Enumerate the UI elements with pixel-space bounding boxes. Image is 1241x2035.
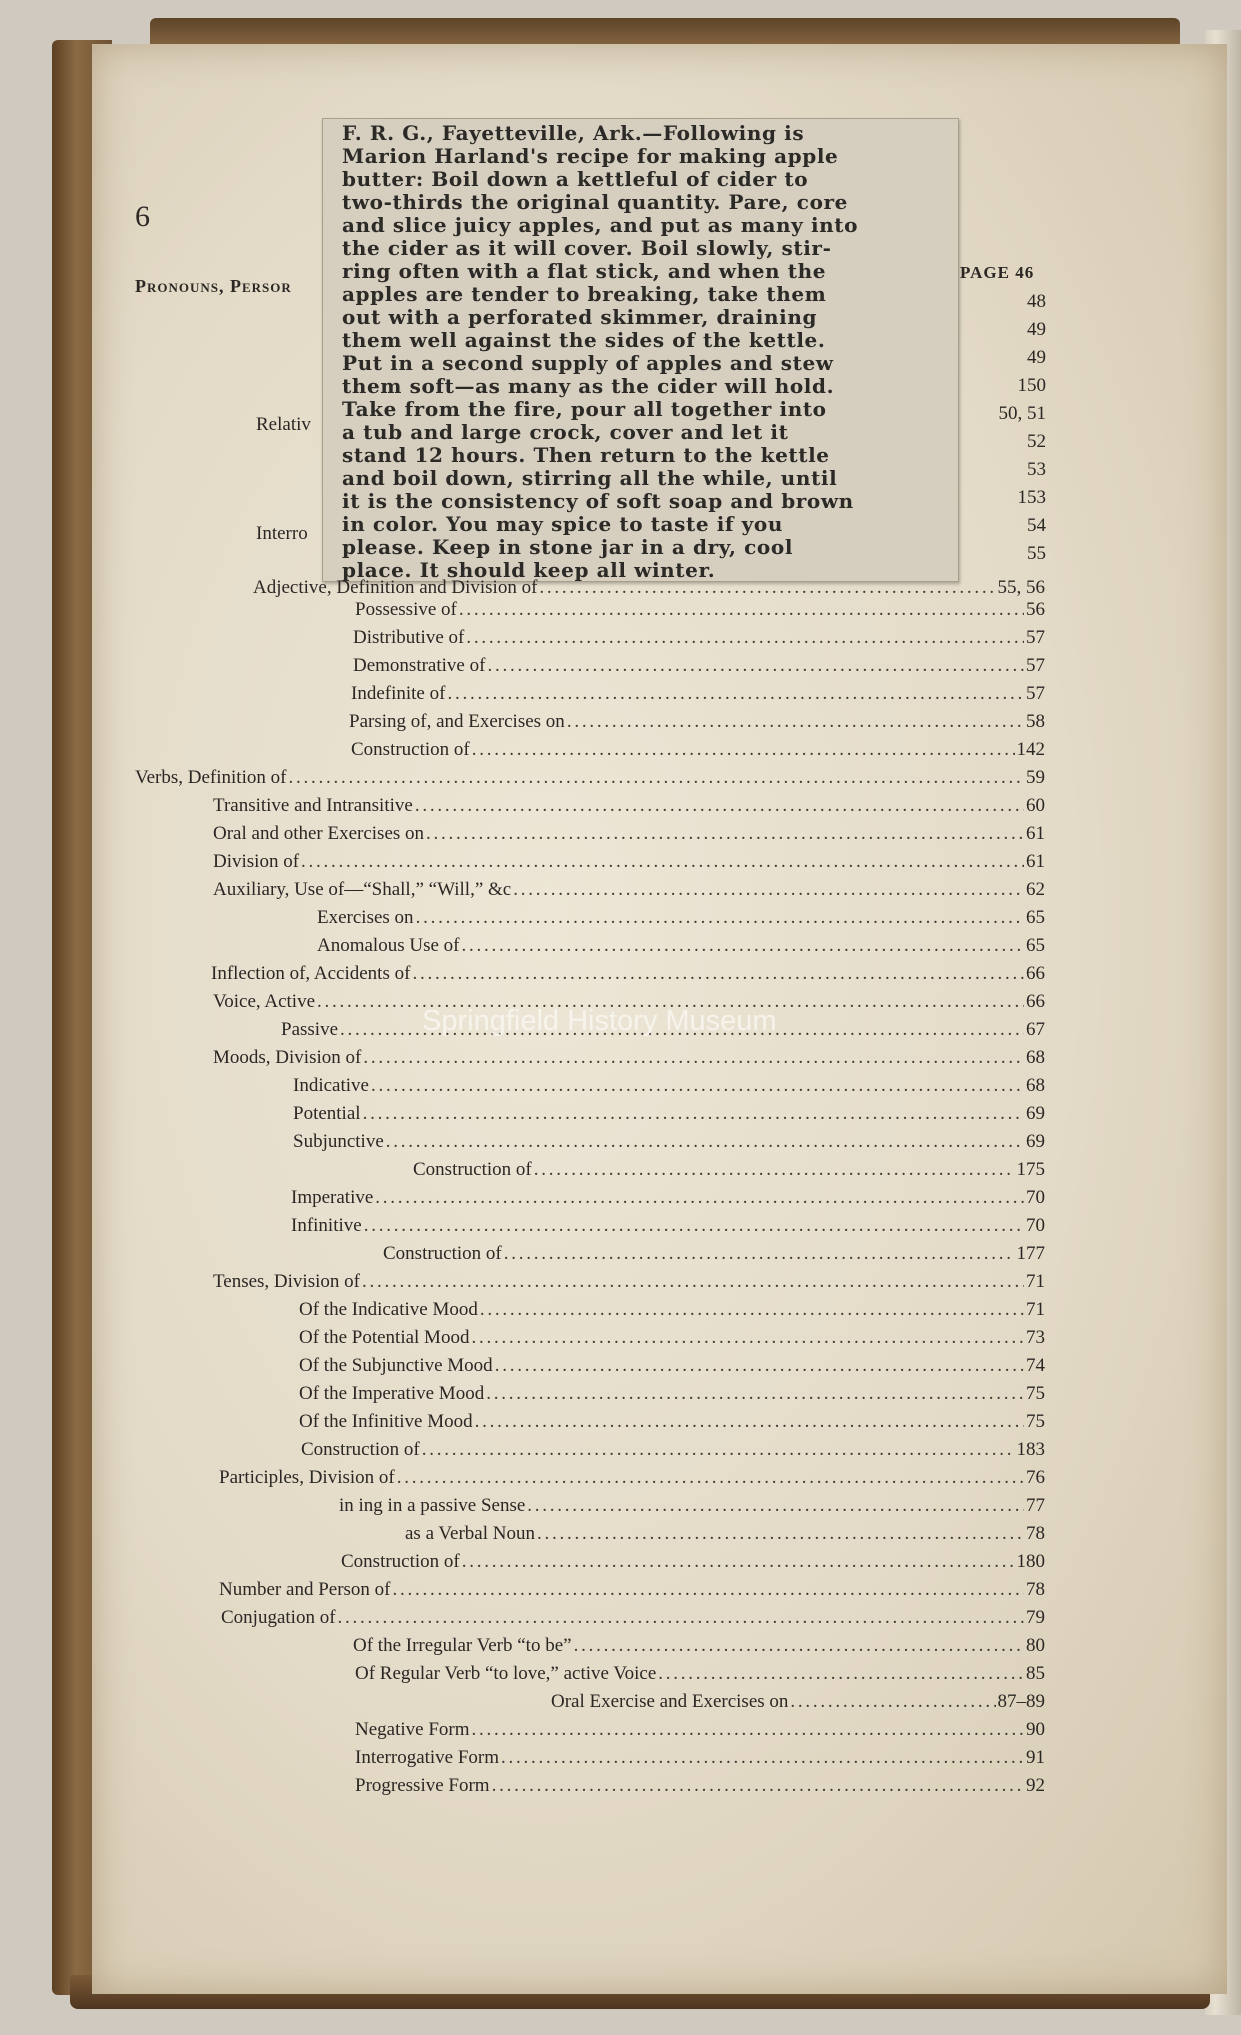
toc-leader-dots	[301, 849, 1024, 875]
page-number: 6	[135, 200, 150, 233]
toc-entry-label: Of the Potential Mood	[299, 1327, 470, 1348]
toc-entry-page: 58	[1026, 711, 1045, 732]
watermark: Springfield History Museum	[422, 1005, 777, 1037]
clipping-line: in color. You may spice to taste if you	[342, 512, 783, 536]
toc-entry-page: 70	[1026, 1215, 1045, 1236]
toc-entry-page: 90	[1026, 1719, 1045, 1740]
toc-leader-dots	[386, 1129, 1024, 1155]
toc-entry-page: 65	[1026, 935, 1045, 956]
toc-entry-page: 91	[1026, 1747, 1045, 1768]
toc-leader-dots	[371, 1073, 1024, 1099]
toc-entry-label: Potential	[293, 1103, 361, 1124]
clipping-line: apples are tender to breaking, take them	[342, 282, 827, 306]
toc-entry	[293, 1101, 1045, 1127]
toc-entry-page: 87–89	[997, 1691, 1045, 1712]
toc-entry-label: Negative Form	[355, 1719, 470, 1740]
toc-entry-label: Infinitive	[291, 1215, 362, 1236]
toc-leader-dots	[790, 1689, 995, 1715]
clipping-line: please. Keep in stone jar in a dry, cool	[342, 535, 794, 559]
toc-leader-dots	[537, 1521, 1024, 1547]
toc-entry-label: Construction of	[413, 1159, 532, 1180]
toc-fragment-relative: Relativ	[256, 414, 311, 435]
toc-entry-page: 66	[1026, 963, 1045, 984]
toc-entry-label: Interrogative Form	[355, 1747, 500, 1768]
toc-entry	[353, 625, 1045, 651]
toc-entry-page: 85	[1026, 1663, 1045, 1684]
toc-leader-dots	[459, 597, 1024, 623]
toc-entry-page: 73	[1026, 1327, 1045, 1348]
toc-entry-label: as a Verbal Noun	[405, 1523, 535, 1544]
toc-leader-dots	[375, 1185, 1024, 1211]
toc-entry-label: Division of	[213, 851, 300, 872]
toc-entry-page: 79	[1026, 1607, 1045, 1628]
toc-right-number: 53	[1027, 459, 1046, 480]
toc-entry-page: 78	[1026, 1523, 1045, 1544]
toc-entry-label: Conjugation of	[221, 1607, 336, 1628]
toc-entry-label: Tenses, Division of	[213, 1271, 360, 1292]
toc-entry	[351, 681, 1045, 707]
toc-entry-page: 68	[1026, 1075, 1045, 1096]
toc-leader-dots	[426, 821, 1024, 847]
toc-entry	[299, 1325, 1045, 1351]
toc-leader-dots	[393, 1577, 1025, 1603]
toc-entry-label: Verbs, Definition of	[135, 767, 287, 788]
toc-entry-page: 183	[1016, 1439, 1045, 1460]
toc-entry-label: Of the Irregular Verb “to be”	[353, 1635, 572, 1656]
toc-entry	[293, 1073, 1045, 1099]
toc-leader-dots	[462, 1549, 1015, 1575]
toc-leader-dots	[574, 1633, 1024, 1659]
toc-entry-label: Oral Exercise and Exercises on	[551, 1691, 789, 1712]
toc-leader-dots	[480, 1297, 1024, 1323]
toc-leader-dots	[492, 1773, 1024, 1799]
toc-entry-page: 59	[1026, 767, 1045, 788]
toc-entry-page: 67	[1026, 1019, 1045, 1040]
toc-leader-dots	[658, 1661, 1024, 1687]
toc-entry-label: Indicative	[293, 1075, 369, 1096]
toc-leader-dots	[534, 1157, 1015, 1183]
toc-leader-dots	[412, 961, 1024, 987]
toc-leader-dots	[527, 1493, 1024, 1519]
toc-entry	[213, 849, 1045, 875]
toc-leader-dots	[513, 877, 1024, 903]
toc-entry-page: 61	[1026, 823, 1045, 844]
toc-entry	[213, 793, 1045, 819]
toc-entry-label: Auxiliary, Use of—“Shall,” “Will,” &c	[213, 879, 512, 900]
toc-leader-dots	[363, 1045, 1024, 1071]
clipping-line: them well against the sides of the kettle.	[342, 328, 826, 352]
toc-entry-label: Imperative	[291, 1187, 374, 1208]
toc-entry-page: 77	[1026, 1495, 1045, 1516]
toc-entry-label: Demonstrative of	[353, 655, 486, 676]
toc-entry-page: 61	[1026, 851, 1045, 872]
toc-entry	[413, 1157, 1045, 1183]
page-column-label: PAGE 46	[960, 263, 1035, 282]
clipping-line: them soft—as many as the cider will hold.	[342, 374, 835, 398]
toc-entry	[301, 1437, 1045, 1463]
toc-entry	[219, 1577, 1045, 1603]
toc-entry-label: Inflection of, Accidents of	[211, 963, 411, 984]
toc-entry	[291, 1213, 1045, 1239]
toc-entry-label: Progressive Form	[355, 1775, 490, 1796]
toc-entry-page: 55, 56	[997, 577, 1045, 598]
toc-leader-dots	[447, 681, 1024, 707]
toc-entry-page: 60	[1026, 795, 1045, 816]
toc-entry-page: 69	[1026, 1103, 1045, 1124]
clipping-line: F. R. G., Fayetteville, Ark.—Following is	[342, 121, 805, 145]
toc-entry-page: 56	[1026, 599, 1045, 620]
toc-entry-label: Subjunctive	[293, 1131, 384, 1152]
toc-entry-page: 75	[1026, 1411, 1045, 1432]
toc-entry-label: Of the Imperative Mood	[299, 1383, 485, 1404]
toc-leader-dots	[364, 1213, 1024, 1239]
toc-entry	[299, 1297, 1045, 1323]
clipping-line: butter: Boil down a kettleful of cider to	[342, 167, 809, 191]
toc-entry-page: 142	[1016, 739, 1045, 760]
toc-entry-label: Construction of	[341, 1551, 460, 1572]
toc-entry-page: 78	[1026, 1579, 1045, 1600]
toc-entry	[299, 1353, 1045, 1379]
toc-entry-label: Parsing of, and Exercises on	[349, 711, 565, 732]
toc-right-number: 48	[1027, 291, 1046, 312]
toc-entry	[551, 1689, 1045, 1715]
toc-entry-label: Of the Indicative Mood	[299, 1299, 478, 1320]
toc-entry	[339, 1493, 1045, 1519]
toc-entry-page: 70	[1026, 1187, 1045, 1208]
toc-entry	[355, 597, 1045, 623]
toc-right-number: 150	[1017, 375, 1046, 396]
clipping-line: Put in a second supply of apples and stew	[342, 351, 834, 375]
toc-entry-label: Adjective, Definition and Division of	[253, 577, 538, 598]
toc-entry-label: Voice, Active	[213, 991, 316, 1012]
clipping-line: Marion Harland's recipe for making apple	[342, 144, 839, 168]
toc-leader-dots	[472, 737, 1015, 763]
toc-leader-dots	[471, 1325, 1024, 1351]
toc-entry	[211, 961, 1045, 987]
toc-entry-page: 76	[1026, 1467, 1045, 1488]
toc-leader-dots	[415, 793, 1024, 819]
toc-leader-dots	[288, 765, 1024, 791]
clipping-line: place. It should keep all winter.	[342, 558, 716, 582]
toc-entry	[291, 1185, 1045, 1211]
toc-entry-label: Transitive and Intransitive	[213, 795, 413, 816]
clipping-line: out with a perforated skimmer, draining	[342, 305, 818, 329]
toc-entry	[355, 1717, 1045, 1743]
toc-entry-page: 75	[1026, 1383, 1045, 1404]
toc-entry-page: 62	[1026, 879, 1045, 900]
toc-entry	[383, 1241, 1045, 1267]
clipping-line: it is the consistency of soft soap and brown	[342, 489, 854, 513]
toc-fragment-pronouns: Pronouns, Persor	[135, 276, 292, 296]
toc-entry-page: 68	[1026, 1047, 1045, 1068]
toc-entry-page: 57	[1026, 627, 1045, 648]
toc-leader-dots	[501, 1745, 1024, 1771]
toc-leader-dots	[495, 1353, 1024, 1379]
toc-entry	[299, 1409, 1045, 1435]
toc-leader-dots	[472, 1717, 1024, 1743]
toc-entry-label: Of Regular Verb “to love,” active Voice	[355, 1663, 657, 1684]
toc-entry	[349, 709, 1045, 735]
toc-entry-page: 57	[1026, 655, 1045, 676]
toc-entry	[355, 1661, 1045, 1687]
toc-entry-label: Exercises on	[317, 907, 414, 928]
toc-leader-dots	[475, 1409, 1024, 1435]
toc-entry-page: 92	[1026, 1775, 1045, 1796]
toc-entry-page: 175	[1016, 1159, 1045, 1180]
toc-right-number: 153	[1017, 487, 1046, 508]
toc-entry	[355, 1773, 1045, 1799]
toc-leader-dots	[486, 1381, 1024, 1407]
toc-entry-label: Of the Infinitive Mood	[299, 1411, 473, 1432]
toc-entry-page: 71	[1026, 1299, 1045, 1320]
toc-right-number: 55	[1027, 543, 1046, 564]
toc-entry	[351, 737, 1045, 763]
toc-entry-label: Participles, Division of	[219, 1467, 395, 1488]
toc-entry-page: 69	[1026, 1131, 1045, 1152]
toc-entry	[219, 1465, 1045, 1491]
toc-leader-dots	[504, 1241, 1015, 1267]
toc-entry-page: 71	[1026, 1271, 1045, 1292]
clipping-line: and slice juicy apples, and put as many into	[342, 213, 859, 237]
toc-entry-page: 74	[1026, 1355, 1045, 1376]
toc-entry	[341, 1549, 1045, 1575]
toc-entry	[135, 765, 1045, 791]
toc-leader-dots	[461, 933, 1024, 959]
toc-entry-label: Passive	[281, 1019, 338, 1040]
clipping-line: Take from the fire, pour all together into	[342, 397, 827, 421]
toc-leader-dots	[416, 905, 1024, 931]
toc-leader-dots	[362, 1269, 1024, 1295]
toc-entry-page: 177	[1016, 1243, 1045, 1264]
toc-entry-label: Construction of	[383, 1243, 502, 1264]
toc-right-number: 52	[1027, 431, 1046, 452]
toc-right-number: 50, 51	[998, 403, 1046, 424]
toc-entry-label: in ing in a passive Sense	[339, 1495, 526, 1516]
toc-entry-label: Construction of	[301, 1439, 420, 1460]
toc-entry	[213, 877, 1045, 903]
toc-leader-dots	[363, 1101, 1024, 1127]
toc-entry	[353, 1633, 1045, 1659]
toc-entry	[213, 821, 1045, 847]
toc-entry-page: 180	[1016, 1551, 1045, 1572]
toc-entry-label: Anomalous Use of	[317, 935, 460, 956]
clipping-line: two-thirds the original quantity. Pare, core	[342, 190, 848, 214]
clipping-line: stand 12 hours. Then return to the kettle	[342, 443, 830, 467]
toc-entry-label: Oral and other Exercises on	[213, 823, 425, 844]
toc-entry	[355, 1745, 1045, 1771]
toc-entry	[213, 1269, 1045, 1295]
toc-entry	[221, 1605, 1045, 1631]
toc-entry	[405, 1521, 1045, 1547]
toc-right-number: 49	[1027, 319, 1046, 340]
clipping-line: ring often with a flat stick, and when the	[342, 259, 827, 283]
toc-entry	[213, 1045, 1045, 1071]
toc-entry-label: Possessive of	[355, 599, 457, 620]
clipping-line: and boil down, stirring all the while, until	[342, 466, 838, 490]
toc-entry	[317, 905, 1045, 931]
toc-right-number: 49	[1027, 347, 1046, 368]
toc-entry-page: 57	[1026, 683, 1045, 704]
toc-entry	[299, 1381, 1045, 1407]
toc-leader-dots	[466, 625, 1024, 651]
toc-entry-page: 65	[1026, 907, 1045, 928]
toc-entry-label: Moods, Division of	[213, 1047, 362, 1068]
toc-entry-page: 80	[1026, 1635, 1045, 1656]
toc-entry	[293, 1129, 1045, 1155]
toc-entry-label: Construction of	[351, 739, 470, 760]
toc-entry-label: Number and Person of	[219, 1579, 391, 1600]
toc-leader-dots	[422, 1437, 1015, 1463]
clipping-line: the cider as it will cover. Boil slowly, stir-	[342, 236, 832, 260]
toc-leader-dots	[567, 709, 1024, 735]
toc-entry-page: 66	[1026, 991, 1045, 1012]
toc-fragment-interrogative: Interro	[256, 523, 308, 544]
toc-right-number: 54	[1027, 515, 1046, 536]
clipping-line: a tub and large crock, cover and let it	[342, 420, 789, 444]
toc-leader-dots	[338, 1605, 1024, 1631]
toc-entry-label: Indefinite of	[351, 683, 446, 704]
toc-entry-label: Of the Subjunctive Mood	[299, 1355, 493, 1376]
toc-leader-dots	[397, 1465, 1024, 1491]
toc-leader-dots	[487, 653, 1024, 679]
toc-entry	[317, 933, 1045, 959]
toc-entry	[353, 653, 1045, 679]
toc-entry-label: Distributive of	[353, 627, 465, 648]
